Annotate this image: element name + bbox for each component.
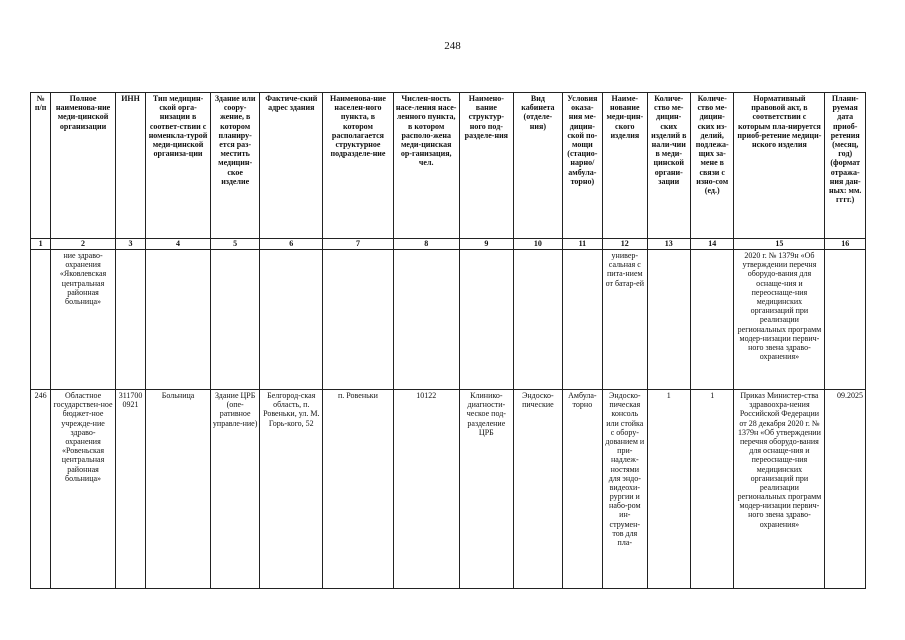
- subdivision-cell: [459, 250, 514, 390]
- building-cell: [210, 250, 260, 390]
- header-cell: Здание или соору-жение, в котором планиру-ется раз-местить медицин-ское изделие: [210, 93, 260, 239]
- column-number: 7: [323, 239, 394, 250]
- legal-act-cell: Приказ Министер-ства здравоохра-нения Российской Федерации от 28 декабря 2020 г. № 1379н «Об утверждении перечня оборудо-вания для оснаще-ния и переоснаще-ния медицинских организаций при реализации региональных программ модер-низации первич-ного звена здраво-охранения»: [734, 390, 825, 589]
- header-row: [31, 93, 866, 239]
- column-number: 8: [393, 239, 459, 250]
- header-cell: Тип медицин-ской орга-низации в соответ-ствии с номенкла-турой меди-цинской организа-ции: [146, 93, 211, 239]
- header-cell: Количе-ство ме-дицин-ских из-делий, подлежа-щих за-мене в связи с изно-сом (ед.): [690, 93, 733, 239]
- header-cell: Условия оказа-ния ме-дицин-ской по-мощи (стацио-нарно/ амбула-торно): [562, 93, 602, 239]
- building-cell: Здание ЦРБ (опе-ративное управле-ние): [210, 390, 260, 589]
- column-number: 5: [210, 239, 260, 250]
- header-cell: Фактиче-ский адрес здания: [260, 93, 323, 239]
- device-name-cell: универ-сальная с пита-нием от батар-ей: [603, 250, 647, 390]
- population-cell: 10122: [393, 390, 459, 589]
- subdivision-cell: Клинико-диагности-ческое под-разделение ЦРБ: [459, 390, 514, 589]
- column-number: 15: [734, 239, 825, 250]
- devices-to-replace-cell: [690, 250, 733, 390]
- legal-act-cell: 2020 г. № 1379н «Об утверждении перечня оборудо-вания для оснаще-ния и переоснаще-ния медицинских организаций при реализации региональных программ модер-низации первич-ного звена здраво-охранения»: [734, 250, 825, 390]
- header-cell: Количе-ство ме-дицин-ских изделий в нали-чии в меди-цинской органи-зации: [647, 93, 690, 239]
- purchase-date-cell: [825, 250, 866, 390]
- header-cell: Наиме-нование меди-цин-ского изделия: [603, 93, 647, 239]
- inn-cell: 311700 0921: [115, 390, 145, 589]
- page-number: 248: [444, 40, 461, 52]
- column-number: 16: [825, 239, 866, 250]
- table-row: [31, 390, 866, 589]
- organization-type-cell: [146, 250, 211, 390]
- column-number: 3: [115, 239, 145, 250]
- population-cell: [393, 250, 459, 390]
- column-number: 13: [647, 239, 690, 250]
- organization-name-cell: ние здраво-охранения «Яковлевская центральная районная больница»: [51, 250, 116, 390]
- address-cell: [260, 250, 323, 390]
- header-cell: № п/п: [31, 93, 51, 239]
- header-cell: Числен-ность насе-ления насе-ленного пункта, в котором располо-жена меди-цинская ор-ганизация, чел.: [393, 93, 459, 239]
- devices-available-cell: [647, 250, 690, 390]
- medical-equipment-table: [30, 92, 866, 589]
- header-cell: Наименова-ние населен-ного пункта, в котором располагается структурное подразделе-ние: [323, 93, 394, 239]
- address-cell: Белгород-ская область, п. Ровеньки, ул. М. Горь-кого, 52: [260, 390, 323, 589]
- column-number: 14: [690, 239, 733, 250]
- row-number-cell: 246: [31, 390, 51, 589]
- row-number-cell: [31, 250, 51, 390]
- column-number: 10: [514, 239, 563, 250]
- organization-name-cell: Областное государствен-ное бюджет-ное учрежде-ние здраво-охранения «Ровеньская центральная районная больница»: [51, 390, 116, 589]
- column-number: 2: [51, 239, 116, 250]
- header-cell: Плани-руемая дата приоб-ретения (месяц, год) (формат отража-ния дан-ных: мм. гггг.): [825, 93, 866, 239]
- settlement-cell: п. Ровеньки: [323, 390, 394, 589]
- settlement-cell: [323, 250, 394, 390]
- header-cell: Полное наименова-ние меди-цинской организации: [51, 93, 116, 239]
- header-cell: Наимено-вание структур-ного под-разделе-ния: [459, 93, 514, 239]
- header-cell: Нормативный правовой акт, в соответствии с которым пла-нируется приоб-ретение медици-нского изделия: [734, 93, 825, 239]
- device-name-cell: Эндоско-пическая консоль или стойка с обору-дованием и при-надлеж-ностями для эндо-видеохи-рургии и набо-ром ин-струмен-тов для пла-: [603, 390, 647, 589]
- column-number-row: [31, 239, 866, 250]
- devices-to-replace-cell: 1: [690, 390, 733, 589]
- inn-cell: [115, 250, 145, 390]
- organization-type-cell: Больница: [146, 390, 211, 589]
- care-conditions-cell: [562, 250, 602, 390]
- table-row: [31, 250, 866, 390]
- devices-available-cell: 1: [647, 390, 690, 589]
- column-number: 11: [562, 239, 602, 250]
- column-number: 9: [459, 239, 514, 250]
- purchase-date-cell: 09.2025: [825, 390, 866, 589]
- header-cell: Вид кабинета (отделе-ния): [514, 93, 563, 239]
- column-number: 12: [603, 239, 647, 250]
- cabinet-type-cell: [514, 250, 563, 390]
- header-cell: ИНН: [115, 93, 145, 239]
- column-number: 6: [260, 239, 323, 250]
- column-number: 4: [146, 239, 211, 250]
- column-number: 1: [31, 239, 51, 250]
- care-conditions-cell: Амбула-торно: [562, 390, 602, 589]
- cabinet-type-cell: Эндоско-пические: [514, 390, 563, 589]
